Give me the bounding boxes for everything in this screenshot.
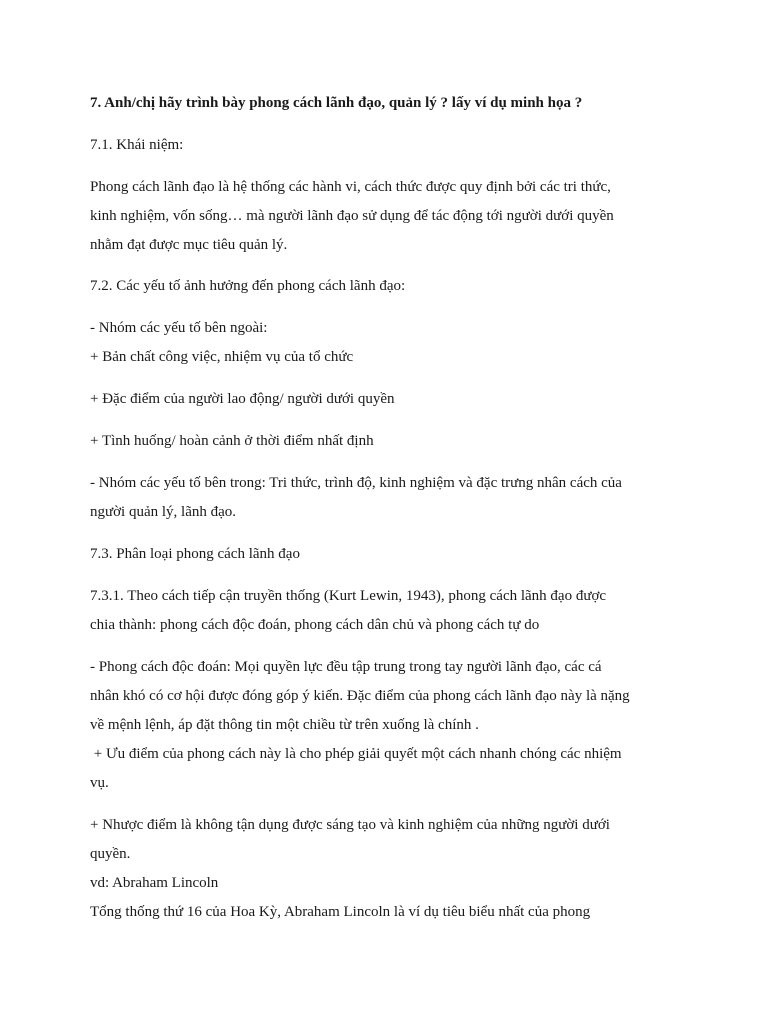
paragraph-line: người quản lý, lãnh đạo. [90,504,237,520]
example-label: vd: Abraham Lincoln [90,875,219,891]
list-item: + Nhược điểm là không tận dụng được sáng tạo và kinh nghiệm của những người dưới [90,817,610,833]
paragraph-line: 7.3.1. Theo cách tiếp cận truyền thống (Kurt Lewin, 1943), phong cách lãnh đạo được [90,588,607,604]
question-heading: 7. Anh/chị hãy trình bày phong cách lãnh đạo, quản lý ? lấy ví dụ minh họa ? [90,95,583,111]
document-page [90,0,710,1024]
paragraph-line: Phong cách lãnh đạo là hệ thống các hành vi, cách thức được quy định bởi các tri thức, [90,179,611,195]
section-heading-7-2: 7.2. Các yếu tố ảnh hưởng đến phong cách lãnh đạo: [90,278,406,294]
paragraph-line: nhân khó có cơ hội được đóng góp ý kiến. Đặc điểm của phong cách lãnh đạo này là nặng [90,688,630,704]
list-item: + Tình huống/ hoàn cảnh ở thời điểm nhất định [90,433,374,449]
list-item: + Đặc điểm của người lao động/ người dưới quyền [90,391,395,407]
section-heading-7-1: 7.1. Khái niệm: [90,137,184,153]
paragraph-line: quyền. [90,846,131,862]
list-item: - Phong cách độc đoán: Mọi quyền lực đều tập trung trong tay người lãnh đạo, các cá [90,659,602,675]
list-item: - Nhóm các yếu tố bên ngoài: [90,320,268,336]
paragraph-line: vụ. [90,775,109,791]
list-item: - Nhóm các yếu tố bên trong: Tri thức, trình độ, kinh nghiệm và đặc trưng nhân cách của [90,475,622,491]
section-heading-7-3: 7.3. Phân loại phong cách lãnh đạo [90,546,300,562]
paragraph-line: về mệnh lệnh, áp đặt thông tin một chiều từ trên xuống là chính . [90,717,479,733]
paragraph-line: chia thành: phong cách độc đoán, phong cách dân chủ và phong cách tự do [90,617,540,633]
paragraph-line: Tổng thống thứ 16 của Hoa Kỳ, Abraham Lincoln là ví dụ tiêu biểu nhất của phong [90,904,591,920]
paragraph-line: nhằm đạt được mục tiêu quản lý. [90,237,288,253]
list-item: + Bản chất công việc, nhiệm vụ của tổ chức [90,349,354,365]
list-item: + Ưu điểm của phong cách này là cho phép giải quyết một cách nhanh chóng các nhiệm [90,746,622,762]
paragraph-line: kinh nghiệm, vốn sống… mà người lãnh đạo sử dụng để tác động tới người dưới quyền [90,208,614,224]
